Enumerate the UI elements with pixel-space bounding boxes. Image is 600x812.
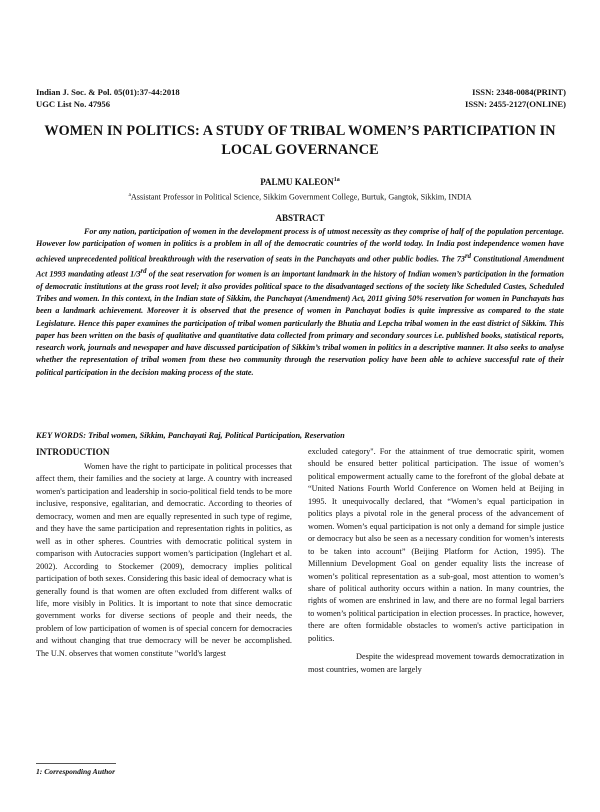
issn-print: ISSN: 2348-0084(PRINT) [472, 87, 566, 97]
footnote: 1: Corresponding Author [36, 767, 116, 776]
footnote-rule [36, 763, 116, 764]
intro-paragraph-1-cont: excluded category". For the attainment of true democratic spirit, women should be ensured better political participation. The issue of women’s political empowerment actually came to the forefront of the global debate at “United Nations Fourth World Conference on Women held at Beijing in 1995. It unequivocally declared, that “Women’s equal participation in politics plays a pivotal role in the general process of the advancement of women. Women’s equal participation is not only a demand for simple justice or democracy but also be seen as a necessary condition for women’s interests to be taken into account” (Beijing Platform for Action, 1995). The Millennium Development Goal on gender equality lists the increase of women’s political representation as a sub-goal, most attention to women’s share of political authority occurs within a nation. In many countries, the rights of women are enshrined in law, and there are no formal legal barriers to women’s political participation in election processes. In practice, however, there are often formidable obstacles to women's active participation in politics. [308, 447, 564, 643]
right-column [308, 446, 564, 676]
introduction-heading: INTRODUCTION [36, 447, 110, 457]
journal-citation: Indian J. Soc. & Pol. 05(01):37-44:2018 [36, 87, 180, 97]
abstract-text-3: of the seat reservation for women is an important landmark in the history of Indian women’s participation in the formation of democratic institutions at the grass root level; it also provides political space to the disadvantaged sections of the society like Scheduled Castes, Scheduled Tribes and women. In this context, in the Indian state of Sikkim, the Panchayat (Amendment) Act, 2011 giving 50% reservation for women in Panchayats has been a landmark achievement. Moreover it is observed that the presence of women in Panchayat bodies is quite impressive as compared to the state Legislature. Hence this paper examines the participation of tribal women particularly the Bhutia and Lepcha tribal women in the east district of Sikkim. This paper has been written on the basis of qualitative and quantitative data collected from primary and secondary sources i.e. published books, statistical reports, research work, journals and newspaper and have discussed participation of Sikkim’s tribal women in politics in a descriptive manner. It also seeks to analyse whether the representation of tribal women from these two community through the reservation policy have been able to achieve successful rate of their political participation in the decision making process of the state. [36, 269, 564, 377]
abstract-text-2: Constitutional Amendment Act 1993 mandating atleast 1/3 [36, 254, 564, 279]
author-marker: 1a [333, 177, 340, 183]
abstract-body [36, 226, 564, 379]
intro-paragraph-2: Despite the widespread movement towards democratization in most countries, women are largely [308, 652, 564, 674]
issn-online: ISSN: 2455-2127(ONLINE) [465, 99, 566, 109]
issn-info [465, 86, 566, 110]
left-column [36, 461, 292, 660]
author-name: PALMU KALEON [260, 177, 334, 187]
author-affiliation [0, 192, 600, 202]
abstract-text-1: For any nation, participation of women in the development process is of utmost necessity as they comprise of half of the population percentage. However low participation of women in politics is a problem in all of the democratic countries of the world today. In India post independence women have achieved unprecedented political breakthrough with the reservation of seats in the Panchayats and other public bodies. The 73 [36, 227, 564, 264]
intro-paragraph-1: Women have the right to participate in political processes that affect them, their families and the society at large. A country with increased women's participation and leadership in socio-political field tends to be more inclusive, responsive, egalitarian, and democratic. According to theories of democracy, women and men are equally represented in such type of regime, and they have the same participation and representation rights in politics, as well as in other spheres. Countries with democratic political system in comparison with Autocracies support women’s participation (Inglehart et al. 2002). According to Stockemer (2009), democracy implies political participation of both sexes. Considering this basic ideal of democracy what is generally found is that women are often excluded from different walks of life, more visibly in Politics. It is important to note that since democratic government works for diverse sections of people and their needs, the problem of low participation of women is of special concern for democracies and without changing that true democracy will be never be accomplished. The U.N. observes that women constitute "world's largest [36, 462, 292, 658]
abstract-heading: ABSTRACT [275, 213, 325, 223]
paper-title: WOMEN IN POLITICS: A STUDY OF TRIBAL WOMEN’S PARTICIPATION IN LOCAL GOVERNANCE [44, 123, 556, 158]
affiliation-marker: a [128, 192, 131, 198]
keywords: KEY WORDS: Tribal women, Sikkim, Panchayati Raj, Political Participation, Reservation [36, 431, 345, 440]
abstract-sup-2: rd [140, 267, 147, 275]
affiliation-text: Assistant Professor in Political Science, Sikkim Government College, Burtuk, Gangtok, Sikkim, INDIA [130, 192, 472, 202]
journal-info [36, 86, 180, 110]
ugc-list-number: UGC List No. 47956 [36, 99, 111, 109]
abstract-sup-1: rd [464, 252, 472, 260]
author-line [0, 177, 600, 187]
